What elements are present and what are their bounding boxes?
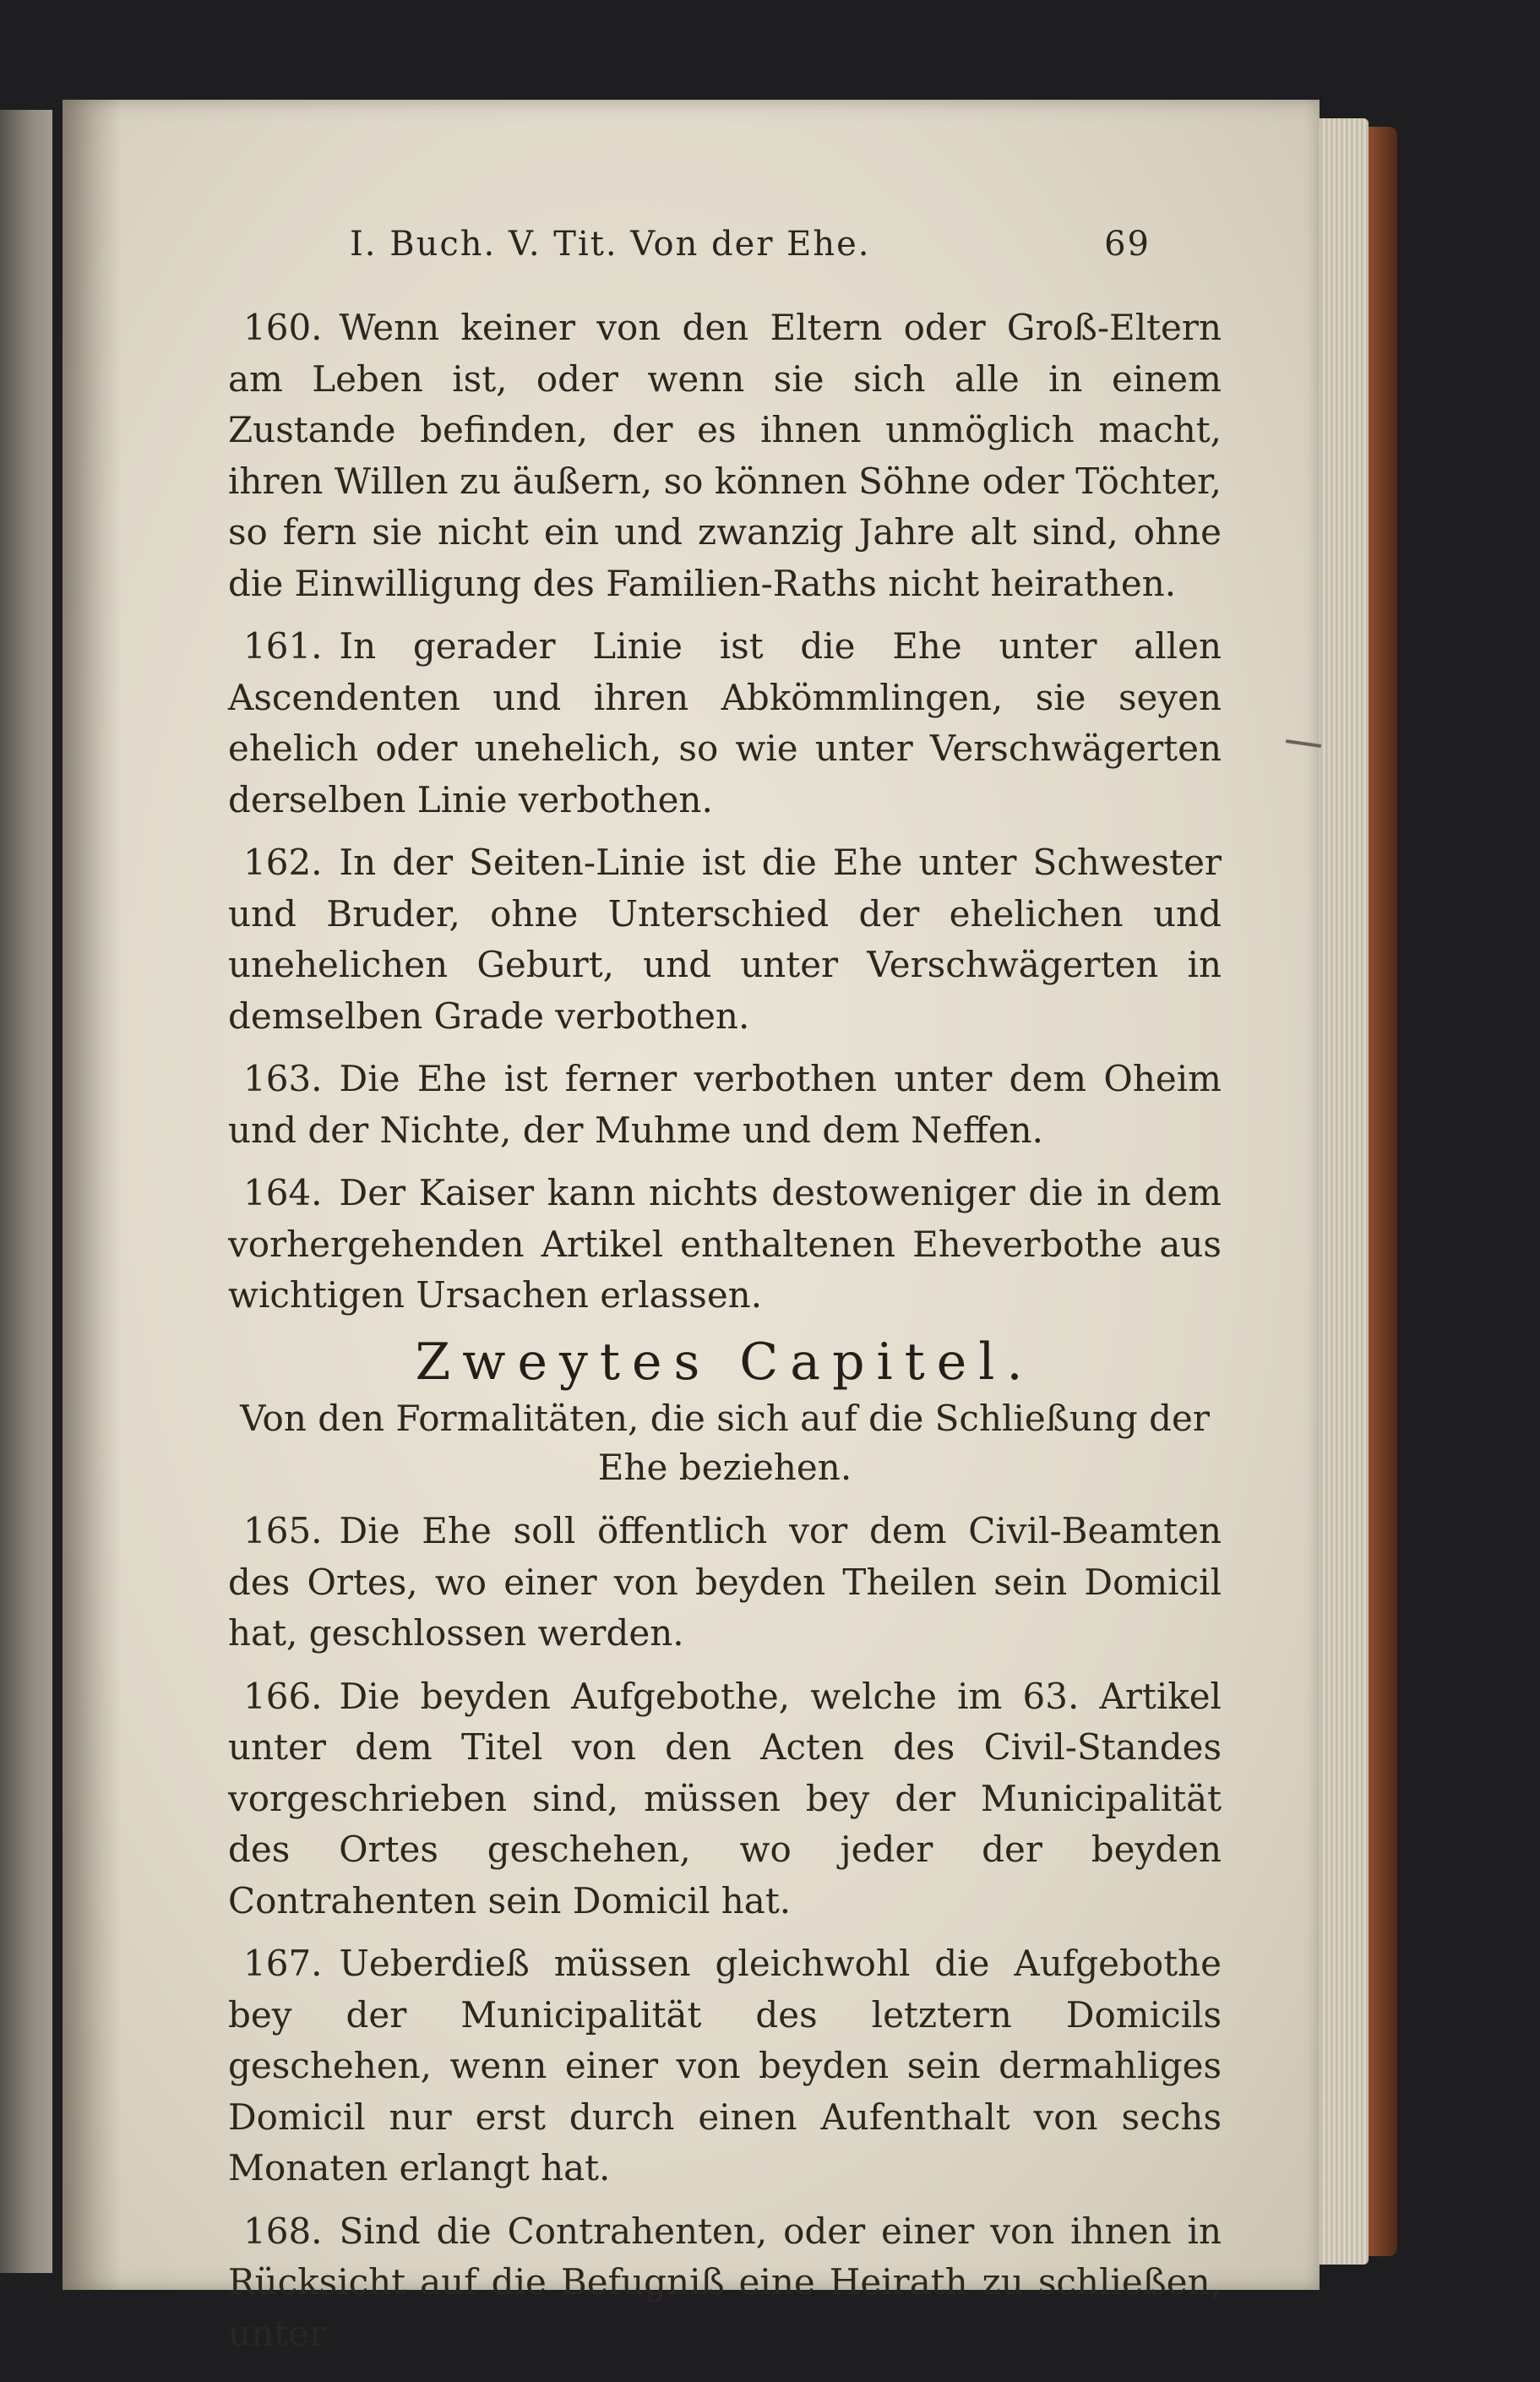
margin-mark [1286,739,1321,748]
article-number: 168. [243,2210,323,2252]
chapter-subtitle: Von den Formalitäten, die sich auf die Schließung der Ehe beziehen. [240,1398,1210,1488]
article-text: Die Ehe soll öffentlich vor dem Civil-Beamten des Ortes, wo einer von beyden Theilen sein Domicil hat, geschlossen werden. [228,1510,1222,1654]
article-number: 167. [243,1943,323,1984]
article-text: In gerader Linie ist die Ehe unter allen Ascendenten und ihren Abkömmlingen, sie seyen ehelich oder unehelich, so wie unter Verschwägerten derselben Linie verbothen. [228,625,1222,820]
book-page [63,100,1320,2354]
article-160 [228,303,1222,609]
article-text: Der Kaiser kann nichts destoweniger die in dem vorhergehenden Artikel enthaltenen Eheverbothe aus wichtigen Ursachen erlassen. [228,1172,1222,1316]
chapter-title: Zweytes Capitel. [415,1332,1035,1392]
article-161 [228,621,1222,826]
article-163 [228,1054,1222,1156]
page-gutter-shadow [63,100,122,2290]
article-number: 163. [243,1058,323,1099]
article-168 [228,2206,1222,2360]
article-text: Die beyden Aufgebothe, welche im 63. Artikel unter dem Titel von den Acten des Civil-Standes vorgeschrieben sind, müssen bey der Municipalität des Ortes geschehen, wo jeder der beyden Contrahenten sein Domicil hat. [228,1675,1222,1921]
article-number: 162. [243,842,323,883]
article-164 [228,1168,1222,1322]
running-head [350,225,1151,275]
article-text: Wenn keiner von den Eltern oder Groß-Eltern am Leben ist, oder wenn sie sich alle in einem Zustande befinden, der es ihnen unmöglich macht, ihren Willen zu äußern, so können Söhne oder Töchter, so fern sie nicht ein und zwanzig Jahre alt sind, ohne die Einwilligung des Familien-Raths nicht heirathen. [228,307,1222,604]
article-text: In der Seiten-Linie ist die Ehe unter Schwester und Bruder, ohne Unterschied der ehelichen und unehelichen Geburt, und unter Verschwägerten in demselben Grade verbothen. [228,842,1222,1037]
page-number: 69 [1104,225,1151,264]
body-text [228,303,1222,2371]
running-head-title: I. Buch. V. Tit. Von der Ehe. [350,225,871,264]
article-number: 165. [243,1510,323,1551]
article-167 [228,1938,1222,2194]
article-text: Die Ehe ist ferner verbothen unter dem Oheim und der Nichte, der Muhme und dem Neffen. [228,1058,1222,1151]
article-text: Sind die Contrahenten, oder einer von ihnen in Rücksicht auf die Befugniß eine Heirath zu schließen, unter [228,2210,1222,2354]
article-text: Ueberdieß müssen gleichwohl die Aufgebothe bey der Municipalität des letztern Domicils geschehen, wenn einer von beyden sein dermahliges Domicil nur erst durch einen Aufenthalt von sechs Monaten erlangt hat. [228,1943,1222,2188]
article-162 [228,837,1222,1042]
article-number: 166. [243,1675,323,1717]
article-165 [228,1506,1222,1660]
facing-page-edge [0,110,52,2273]
article-number: 160. [243,307,323,348]
article-number: 161. [243,625,323,667]
article-166 [228,1671,1222,1927]
article-number: 164. [243,1172,323,1213]
